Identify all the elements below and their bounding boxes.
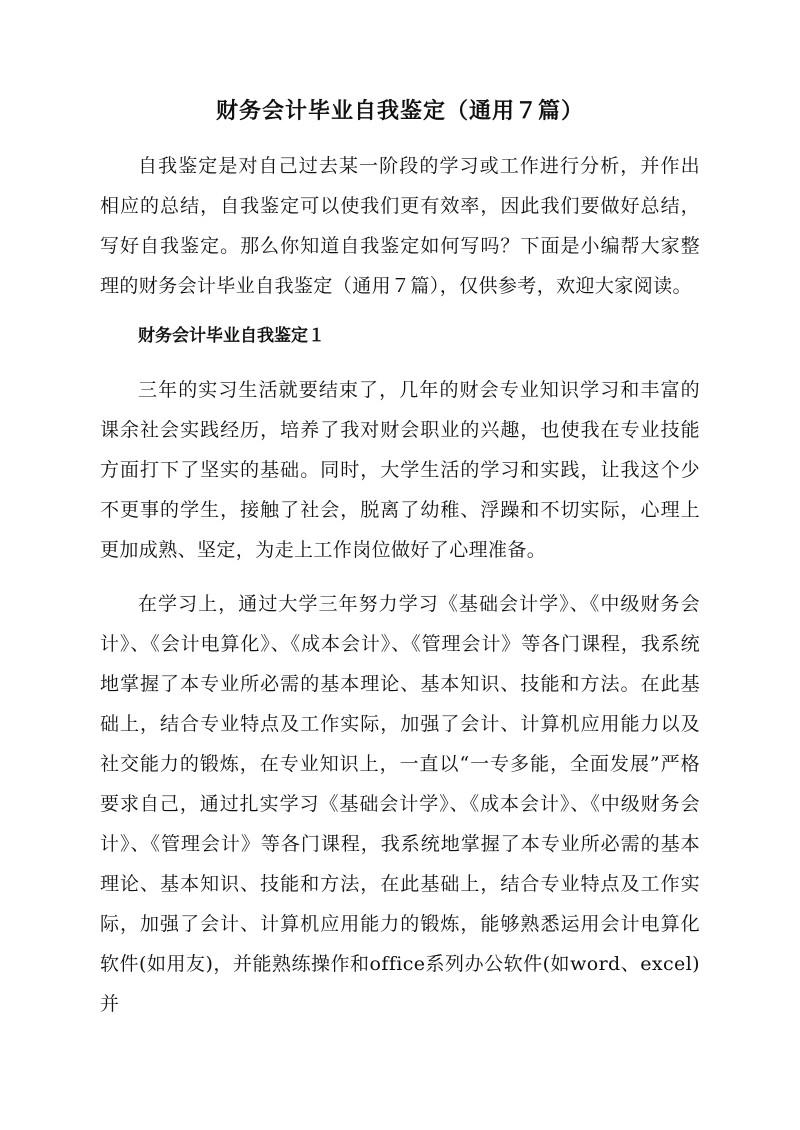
intro-paragraph: 自我鉴定是对自己过去某一阶段的学习或工作进行分析，并作出相应的总结，自我鉴定可以使我们更有效率，因此我们要做好总结，写好自我鉴定。那么你知道自我鉴定如何写吗？下面是小编帮大家整理的财务会计毕业自我鉴定（通用７篇），仅供参考，欢迎大家阅读。	[100, 155, 700, 297]
body-paragraph-1: 三年的实习生活就要结束了，几年的财会专业知识学习和丰富的课余社会实践经历，培养了我对财会职业的兴趣，也使我在专业技能方面打下了坚实的基础。同时，大学生活的学习和实践，让我这个少不更事的学生，接触了社会，脱离了幼稚、浮躁和不切实际，心理上更加成熟、坚定，为走上工作岗位做好了心理准备。	[100, 379, 700, 561]
section-heading: 财务会计毕业自我鉴定１	[138, 326, 325, 346]
document-body	[100, 146, 700, 1024]
body-paragraph-2: 在学习上，通过大学三年努力学习《基础会计学》、《中级财务会计》、《会计电算化》、《成本会计》、《管理会计》等各门课程，我系统地掌握了本专业所必需的基本理论、基本知识、技能和方法。在此基础上，结合专业特点及工作实际，加强了会计、计算机应用能力以及社交能力的锻炼，在专业知识上，一直以“一专多能，全面发展”严格要求自己，通过扎实学习《基础会计学》、《成本会计》、《中级财务会计》、《管理会计》等各门课程，我系统地掌握了本专业所必需的基本理论、基本知识、技能和方法，在此基础上，结合专业特点及工作实际，加强了会计、计算机应用能力的锻炼，能够熟悉运用会计电算化软件(如用友)，并能熟练操作和office系列办公软件(如word、excel)并	[100, 593, 700, 1015]
document-title: 财务会计毕业自我鉴定（通用７篇）	[215, 98, 584, 124]
